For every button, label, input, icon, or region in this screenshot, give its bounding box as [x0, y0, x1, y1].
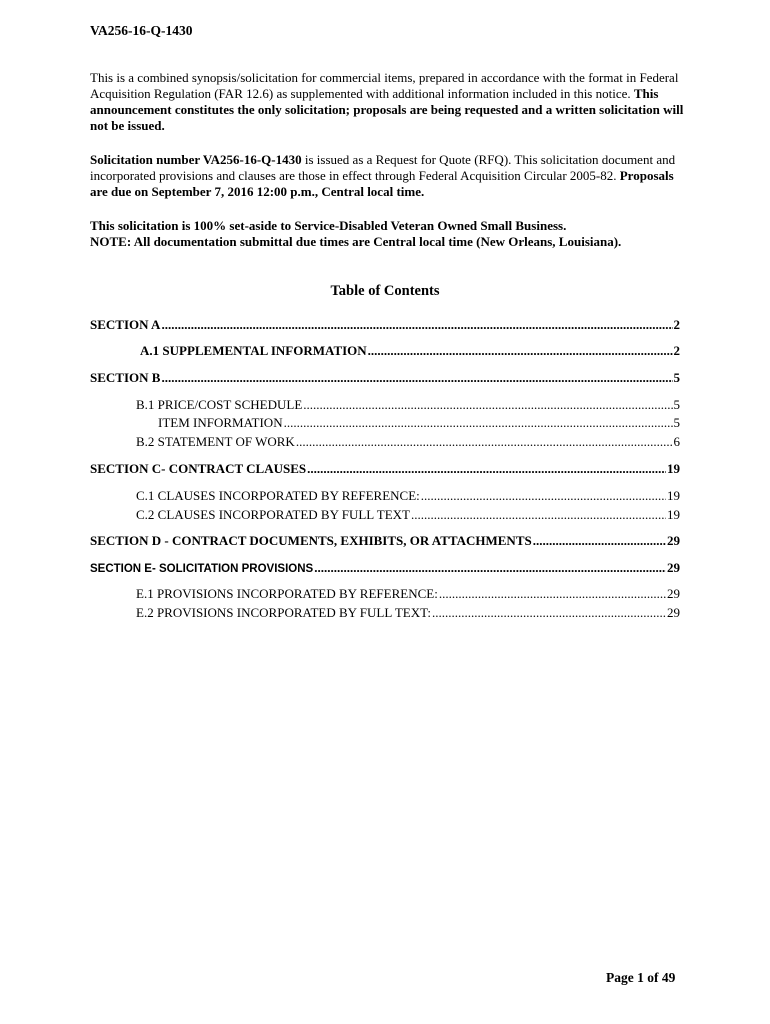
set-aside-line: This solicitation is 100% set-aside to Service-Disabled Veteran Owned Small Business.	[90, 218, 567, 233]
toc-entry-a1[interactable]: A.1 SUPPLEMENTAL INFORMATION ..... 2	[140, 343, 680, 359]
intro-p1-text: This is a combined synopsis/solicitation for commercial items, prepared in accordance with the format in Federal Acquisition Regulation (FAR 12.6) as supplemented with additional information included in this notice.	[90, 70, 679, 101]
toc-entry-section-a[interactable]: SECTION A ..... 2	[90, 317, 680, 333]
solicitation-number: Solicitation number VA256-16-Q-1430	[90, 152, 302, 167]
toc-entry-section-c[interactable]: SECTION C- CONTRACT CLAUSES ..... 19	[90, 461, 680, 477]
document-id: VA256-16-Q-1430	[90, 23, 193, 38]
toc-entry-c2[interactable]: C.2 CLAUSES INCORPORATED BY FULL TEXT ..... 19	[136, 507, 680, 523]
toc-entry-section-e[interactable]: SECTION E- SOLICITATION PROVISIONS ..... 29	[90, 560, 680, 577]
toc-entry-section-b[interactable]: SECTION B ..... 5	[90, 370, 680, 386]
intro-p1-bold: This announcement constitutes the only solicitation; proposals are being requested and a written solicitation will not be issued.	[90, 86, 684, 133]
set-aside-notice	[90, 218, 686, 250]
toc-entry-b2[interactable]: B.2 STATEMENT OF WORK ..... 6	[136, 434, 680, 450]
page-number: Page 1 of 49	[606, 970, 676, 985]
toc-entry-item-information[interactable]: ITEM INFORMATION ..... 5	[158, 415, 680, 431]
toc-entry-c1[interactable]: C.1 CLAUSES INCORPORATED BY REFERENCE: ..... 19	[136, 488, 680, 504]
toc-title: Table of Contents	[330, 283, 440, 299]
toc-entry-b1[interactable]: B.1 PRICE/COST SCHEDULE ..... 5	[136, 397, 680, 413]
proposal-due-date: Proposals are due on September 7, 2016 12:00 p.m., Central local time.	[90, 168, 674, 199]
intro-p2-text: is issued as a Request for Quote (RFQ). This solicitation document and incorporated provisions and clauses are those in effect through Federal Acquisition Circular 2005-82.	[90, 152, 676, 183]
toc-entry-e1[interactable]: E.1 PROVISIONS INCORPORATED BY REFERENCE: ..... 29	[136, 586, 680, 602]
intro-paragraph-1	[90, 70, 686, 134]
toc-entry-section-d[interactable]: SECTION D - CONTRACT DOCUMENTS, EXHIBITS, OR ATTACHMENTS ..... 29	[90, 533, 680, 549]
timezone-note: NOTE: All documentation submittal due times are Central local time (New Orleans, Louisiana).	[90, 234, 622, 249]
toc-entry-e2[interactable]: E.2 PROVISIONS INCORPORATED BY FULL TEXT: ..... 29	[136, 605, 680, 621]
intro-paragraph-2	[90, 152, 686, 200]
